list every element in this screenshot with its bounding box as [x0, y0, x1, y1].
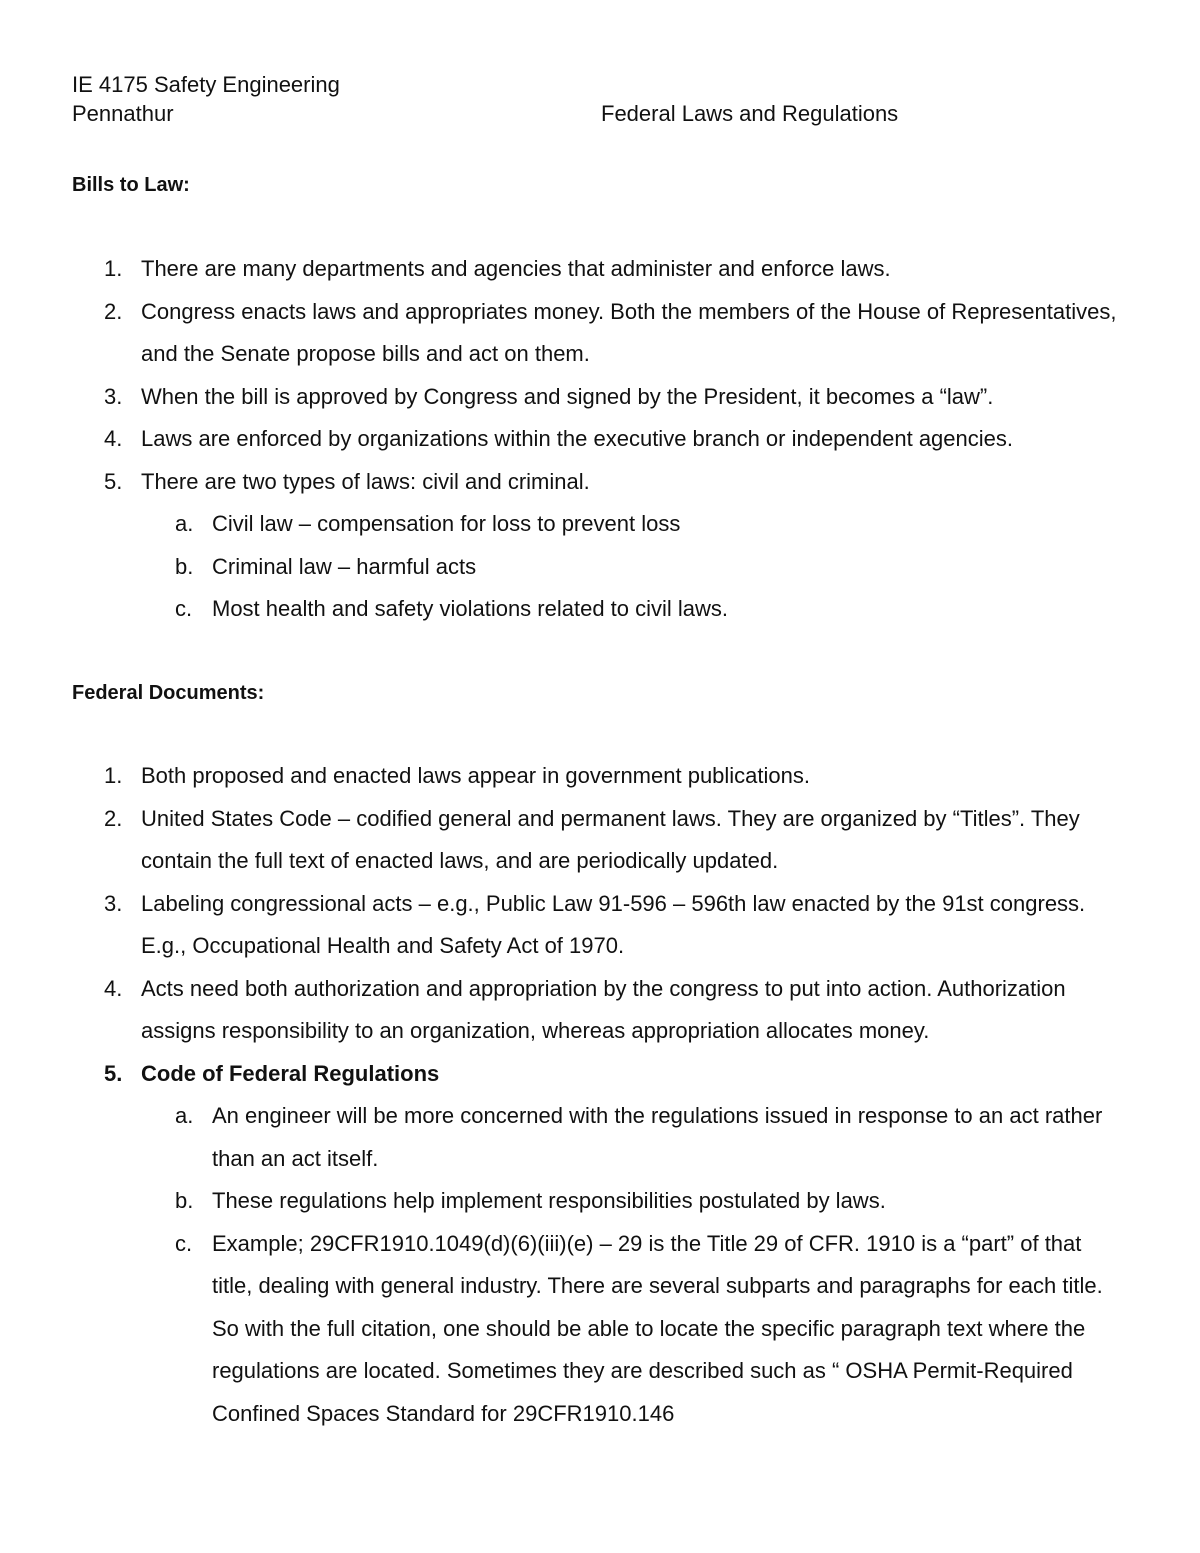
item-number: 3.	[104, 890, 123, 916]
item-text: There are two types of laws: civil and criminal.	[141, 468, 590, 494]
list-item	[0, 248, 1131, 291]
item-letter: c.	[175, 596, 193, 621]
item-number: 1.	[104, 763, 123, 788]
item-text: There are many departments and agencies that administer and enforce laws.	[141, 256, 891, 281]
item-number: 2.	[104, 805, 123, 831]
sublist-item	[0, 1180, 1112, 1223]
item-number: 3.	[104, 383, 123, 409]
item-number: 1.	[104, 256, 123, 281]
item-text: An engineer will be more concerned with the regulations issued in response to an act rather than an act itself.	[212, 1103, 1103, 1171]
list-item	[0, 798, 1131, 883]
item-text: United States Code – codified general and permanent laws. They are organized by “Titles”. They contain the full text of enacted laws, and are periodically updated.	[141, 805, 1080, 873]
list-item-code-of-federal-regulations	[0, 1053, 1131, 1436]
list-item	[0, 968, 1131, 1053]
item-text: Congress enacts laws and appropriates money. Both the members of the House of Representatives, and the Senate propose bills and act on them.	[141, 298, 1117, 366]
item-text: Acts need both authorization and appropriation by the congress to put into action. Authorization assigns responsibility to an organization, whereas appropriation allocates money.	[141, 975, 1066, 1043]
item-text: Criminal law – harmful acts	[212, 553, 477, 579]
sublist-item	[0, 1223, 1112, 1436]
item-number: 5.	[104, 1060, 123, 1086]
item-number: 4.	[104, 426, 123, 451]
item-text: Most health and safety violations related to civil laws.	[212, 596, 729, 621]
section-heading-bills-to-law: Bills to Law:	[72, 174, 190, 196]
item-number: 5.	[104, 468, 123, 494]
list-item	[0, 461, 1131, 631]
item-text: Civil law – compensation for loss to prevent loss	[212, 511, 681, 536]
item-text: Example; 29CFR1910.1049(d)(6)(iii)(e) – 29 is the Title 29 of CFR. 1910 is a “part” of that title, dealing with general industry. There are several subparts and paragraphs for each title. So with the full citation, one should be able to locate the specific paragraph text where the regulations are located. Sometimes they are described such as “ OSHA Permit-Required Confined Spaces Standard for 29CFR1910.146	[212, 1230, 1103, 1426]
list-item	[0, 291, 1131, 376]
bills-to-law-list	[0, 248, 1200, 631]
item-letter: a.	[175, 511, 194, 536]
item-letter: c.	[175, 1230, 193, 1256]
item-number: 4.	[104, 975, 123, 1001]
item-text: Laws are enforced by organizations within the executive branch or independent agencies.	[141, 426, 1013, 451]
item-letter: a.	[175, 1103, 194, 1128]
item-text: Code of Federal Regulations	[141, 1060, 440, 1086]
sublist	[141, 1095, 1131, 1435]
course-title: IE 4175 Safety Engineering	[72, 72, 340, 97]
instructor-name: Pennathur	[72, 101, 174, 126]
item-letter: b.	[175, 1188, 194, 1213]
sublist-item	[0, 546, 1112, 589]
document-topic: Federal Laws and Regulations	[601, 101, 899, 126]
sublist-item	[0, 503, 1112, 546]
list-item	[0, 755, 1131, 798]
item-text: When the bill is approved by Congress and signed by the President, it becomes a “law”.	[141, 383, 994, 409]
item-letter: b.	[175, 553, 194, 579]
item-text: Labeling congressional acts – e.g., Public Law 91-596 – 596th law enacted by the 91st congress. E.g., Occupational Health and Safety Act of 1970.	[141, 890, 1086, 958]
list-item	[0, 418, 1131, 461]
section-heading-federal-documents: Federal Documents:	[72, 682, 265, 704]
sublist	[141, 503, 1131, 631]
federal-documents-list	[0, 755, 1200, 1435]
list-item	[0, 883, 1131, 968]
item-number: 2.	[104, 298, 123, 324]
item-text: These regulations help implement responsibilities postulated by laws.	[212, 1188, 886, 1213]
sublist-item	[0, 1095, 1112, 1180]
list-item	[0, 376, 1131, 419]
item-text: Both proposed and enacted laws appear in government publications.	[141, 763, 811, 788]
sublist-item	[0, 588, 1112, 631]
